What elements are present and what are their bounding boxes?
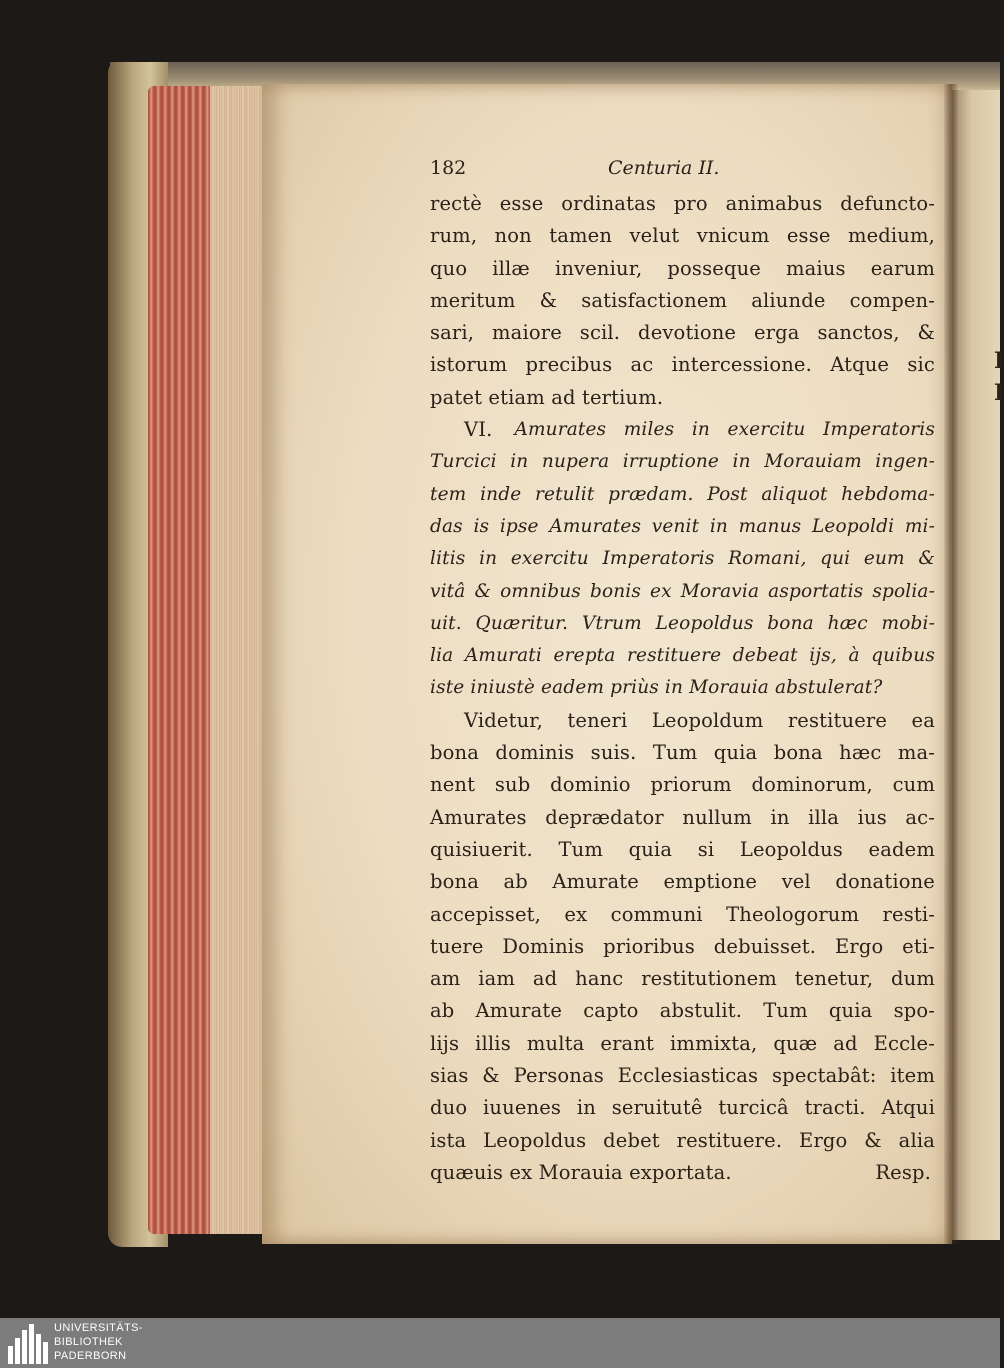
page-number: 182	[430, 157, 467, 179]
answer-line: quisiuerit. Tum quia si Leopoldus eadem	[430, 837, 935, 861]
text-line: rectè esse ordinatas pro animabus defuncto-	[430, 192, 935, 215]
question-line: das is ipse Amurates venit in manus Leopoldi mi-	[430, 515, 935, 537]
text-line: quo illæ inveniur, posseque maius earum	[430, 256, 935, 280]
answer-line: Amurates deprædator nullum in illa ius ac-	[430, 805, 935, 829]
answer-line: quæuis ex Morauia exportata.	[430, 1160, 732, 1184]
question-label: VI.	[464, 418, 493, 442]
facing-page-strip: I I	[952, 90, 1000, 1240]
question-line: vitâ & omnibus bonis ex Moravia asportatis spolia-	[430, 580, 935, 602]
question-line: uit. Quæritur. Vtrum Leopoldus bona hæc mobi-	[430, 612, 935, 634]
text-line: istorum precibus ac intercessione. Atque sic	[430, 353, 935, 377]
page-gutter-shadow	[944, 84, 958, 1244]
library-footer-bar	[0, 1318, 1000, 1368]
page-text	[430, 148, 935, 1189]
answer-line: am iam ad hanc restitutionem tenetur, dum	[430, 967, 935, 991]
page-block-edges	[210, 86, 266, 1234]
answer-line: ab Amurate capto abstulit. Tum quia spo-	[430, 999, 935, 1023]
text-line: sari, maiore scil. devotione erga sanctos, &	[430, 321, 935, 345]
question-line: Turcici in nupera irruptione in Morauiam ingen-	[430, 451, 935, 473]
answer-line: ista Leopoldus debet restituere. Ergo & alia	[430, 1128, 935, 1152]
question-section	[430, 414, 935, 705]
page-header	[430, 148, 935, 188]
question-line: Amurates miles in exercitu Imperatoris	[514, 419, 935, 441]
answer-line: Videtur, teneri Leopoldum restituere ea	[464, 708, 935, 732]
answer-line: lijs illis multa erant immixta, quæ ad Eccle-	[430, 1031, 935, 1055]
answer-line: bona ab Amurate emptione vel donatione	[430, 870, 935, 894]
answer-line: accepisset, ex communi Theologorum resti-	[430, 902, 935, 926]
question-line: lia Amurati erepta restituere debeat ijs, à quibus	[430, 645, 935, 667]
running-head: Centuria II.	[608, 157, 720, 179]
text-line: meritum & satisfactionem aliunde compen-	[430, 288, 935, 312]
answer-line: duo iuuenes in seruitutê turcicâ tracti. Atqui	[430, 1096, 935, 1120]
question-line: iste iniustè eadem priùs in Morauia abstulerat?	[430, 677, 883, 699]
paragraph-conclusion	[430, 188, 935, 414]
text-line: rum, non tamen velut vnicum esse medium,	[430, 224, 935, 248]
library-name: UNIVERSITÄTS- BIBLIOTHEK PADERBORN	[54, 1322, 143, 1362]
answer-line: nent sub dominio priorum dominorum, cum	[430, 773, 935, 797]
question-line: litis in exercitu Imperatoris Romani, qui eum &	[430, 548, 935, 570]
answer-line: bona dominis suis. Tum quia bona hæc ma-	[430, 741, 935, 765]
text-line: patet etiam ad tertium.	[430, 385, 664, 409]
answer-line: tuere Dominis prioribus debuisset. Ergo eti-	[430, 934, 935, 958]
library-logo-icon	[6, 1322, 50, 1364]
question-line: tem inde retulit prædam. Post aliquot hebdoma-	[430, 483, 935, 505]
answer-line: sias & Personas Ecclesiasticas spectabât: item	[430, 1064, 935, 1088]
catchword: Resp.	[875, 1160, 931, 1184]
answer-section	[430, 705, 935, 1189]
